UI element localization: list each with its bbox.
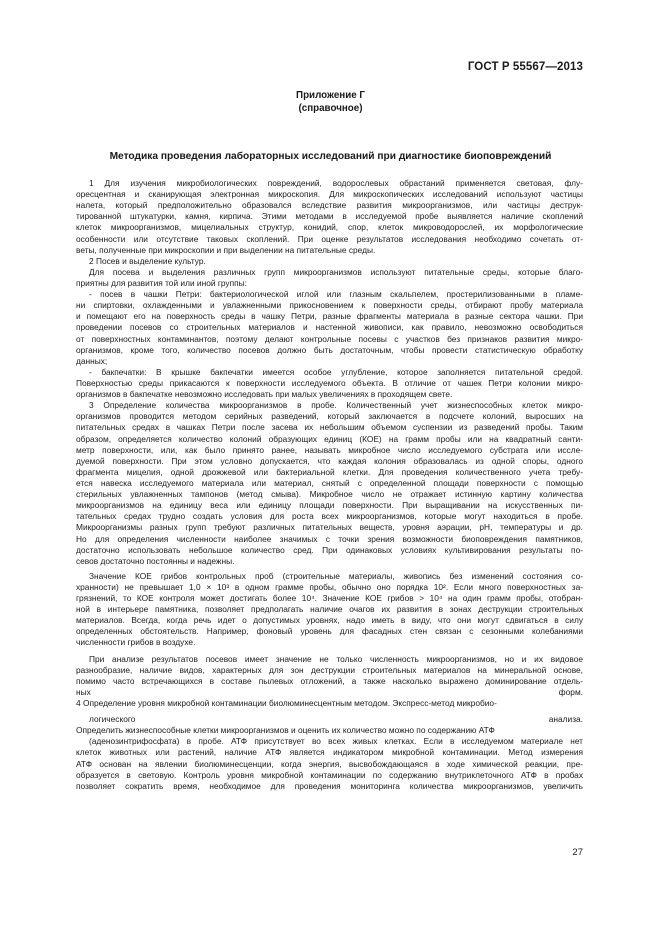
- page-number: 27: [572, 847, 583, 858]
- text-line: - бакпечатки: В крышке бакпечатки имеется особое углубление, которое заполняется питательной средой.: [89, 366, 583, 377]
- text-line: организмов проводится методом серийных разведений, который заключается в подсчете колоний, выросших на: [76, 411, 583, 422]
- text-line: тательных средах трудно создать условия для роста всех микроорганизмов, которые могут находиться в пробе.: [76, 511, 583, 522]
- text-line: стерильных увлажненных тампонов (метод смыва). Микробное число не отражает истинную картину количества: [76, 489, 583, 500]
- text-line: Значение КОЕ грибов контрольных проб (строительные материалы, живопись без изменений состояния со-: [89, 570, 583, 581]
- text-line: приятны для развития той или иной группы:: [76, 277, 247, 288]
- text-line: организмов в бакпечатке невозможно исследовать при малых увеличениях в проходящем свете.: [76, 389, 453, 400]
- standard-number: ГОСТ Р 55567—2013: [467, 61, 583, 73]
- text-line: АТФ основан на явлении биолюминесценции, когда энергия, высвобождающаяся в ходе химической реакции, пре-: [76, 758, 583, 769]
- text-line: Поверхностью среды прикасаются к поверхности исследуемого объекта. В отличие от чашек Петри колонии микро-: [76, 377, 583, 388]
- text-line: организмов, кроме того, количество посевов должно быть достаточным, чтобы провести статистическую обработку: [76, 344, 583, 355]
- text-line: микроорганизмов на единицу веса или единицу площади поверхности. При выращивании на искусственных пи-: [76, 500, 583, 511]
- text-line: метр поверхности, или, как было принято ранее, называть микробное число исследуемого субстрата или иссле-: [76, 444, 583, 455]
- body-text: [76, 178, 583, 792]
- text-line: 2 Посев и выделение культур.: [89, 255, 206, 266]
- text-line: ется навеска исследуемого материала или материал, снятый с определенной площади поверхности с помощью: [76, 477, 583, 488]
- text-line: численности грибов в воздухе.: [76, 637, 196, 648]
- text-line: материалов. Всегда, когда речь идет о допустимых уровнях, надо иметь в виду, что они могут сдвигаться в силу: [76, 615, 583, 626]
- text-line: клеток животных или растений, наличие АТФ является индикатором микробной контаминации. Метод измерения: [76, 747, 583, 758]
- text-line: хранности) не превышает 1,0 × 10³ в одном грамме пробы, обычно оно порядка 10². Если много поверхностных за-: [76, 581, 583, 592]
- text-line: образуется в световую. Контроль уровня микробной контаминации по содержанию внутриклеточного АТФ в пробах: [76, 769, 583, 780]
- text-line: питательных средах в чашках Петри после засева их небольшим объемом суспензии из разведений пробы. Таким: [76, 422, 583, 433]
- text-line: (аденозинтрифосфата) в пробе. АТФ присутствует во всех живых клетках. Если в исследуемом материале нет: [89, 736, 583, 747]
- text-line: - посев в чашки Петри: бактериологической иглой или глазным скальпелем, простерилизованными в пламе-: [89, 289, 583, 300]
- text-line: севов достаточно постоянны и надежны.: [76, 555, 235, 566]
- text-line: Микроорганизмы разных групп требуют различных питательных веществ, уровня аэрации, pH, температуры и др.: [76, 522, 583, 533]
- text-line: позволяет сократить время, необходимое для проведения мониторинга количества микроорганизмов, увеличить: [76, 780, 583, 791]
- text-line: Для посева и выделения различных групп микроорганизмов используют питательные среды, которые благо-: [89, 266, 583, 277]
- text-line: ной в интерьере памятника, позволяет предполагать наличие очагов их развития в зонах деструкции строительных: [76, 604, 583, 615]
- text-line: проведении посевов со строительных материалов и настенной живописи, как правило, невозможно освободиться: [76, 322, 583, 333]
- text-line: 3 Определение количества микроорганизмов в пробе. Количественный учет жизнеспособных клеток микро-: [89, 400, 583, 411]
- text-line: логического анализа.: [89, 714, 583, 725]
- text-line: Определить жизнеспособные клетки микроорганизмов и оценить их количество можно по содержанию АТФ: [76, 725, 495, 736]
- text-line: клеток микроорганизмов, мицелиальных структур, конидий, спор, клеток микроводорослей, их морфологические: [76, 222, 583, 233]
- text-line: особенности или отсутствие таковых скоплений. При оценке результатов исследования необходимо сочетать от-: [76, 233, 583, 244]
- text-line: данных;: [76, 355, 108, 366]
- text-line: веты, полученные при микроскопии и при выделении на питательные среды.: [76, 244, 376, 255]
- text-line: 4 Определение уровня микробной контаминации биолюминесцентным методом. Экспресс-метод микробио-: [76, 698, 497, 709]
- section-title: Методика проведения лабораторных исследований при диагностике биоповреждений: [109, 151, 552, 162]
- text-line: налета, который предположительно образовался вследствие развития микроорганизмов, или частицы деструк-: [76, 200, 583, 211]
- text-line: разнообразие, наличие видов, характерных для зон деструкции строительных материалов на минеральной основе,: [76, 664, 583, 675]
- text-line: Но для определения численности наиболее значимых с точки зрения возможности биоповреждения памятников,: [76, 533, 583, 544]
- text-line: фрагмента мицелия, одной дрожжевой или бактериальной клетки. Для проведения количественного учета требу-: [76, 466, 583, 477]
- text-line: грязнений, то КОЕ контроля может достигать более 10⁴. Значение КОЕ грибов > 10⁴ на один грамм пробы, отобран-: [76, 593, 583, 604]
- text-line: достаточно использовать небольшое количество сред. При одинаковых условиях культивирования результаты по-: [76, 544, 583, 555]
- appendix-title: Приложение Г: [296, 90, 365, 101]
- text-line: ных форм.: [76, 686, 583, 697]
- text-line: помимо часто встречающихся в составе пылевых отложений, а также насколько выражено доминирование отдель-: [76, 675, 583, 686]
- text-line: При анализе результатов посевов имеет значение не только численность микроорганизмов, но и их видовое: [89, 653, 583, 664]
- text-line: 1 Для изучения микробиологических повреждений, водорослевых обрастаний применяется световая, флу-: [89, 178, 583, 188]
- appendix-note: (справочное): [298, 103, 363, 114]
- text-line: от поверхностных контаминантов, поэтому делают контрольные посевы с участков без признаков развития микро-: [76, 333, 583, 344]
- text-line: образом, определяется количество колоний образующих единиц (КОЕ) на грамм пробы или на квадратный санти-: [76, 433, 583, 444]
- text-line: определенных обстоятельств. Например, фоновый уровень для фасадных стен связан с сезонными колебаниями: [76, 626, 583, 637]
- text-line: и помещают его на поверхность среды в чашку Петри, разные фрагменты материала в разные сектора чашки. При: [76, 311, 583, 322]
- text-line: ни спиртовки, охлажденными и увлажненными прикосновением к поверхности среды, отбирают пробу материала: [76, 300, 583, 311]
- text-line: дуемой поверхности. При этом условно допускается, что каждая колония образовалась из одной споры, одного: [76, 455, 583, 466]
- text-line: оресцентная и сканирующая электронная микроскопия. Для микроскопических исследований используют частицы: [76, 189, 583, 200]
- text-line: тированной штукатурки, камня, кирпича. Этими методами в исследуемой пробе выявляется наличие скоплений: [76, 211, 583, 222]
